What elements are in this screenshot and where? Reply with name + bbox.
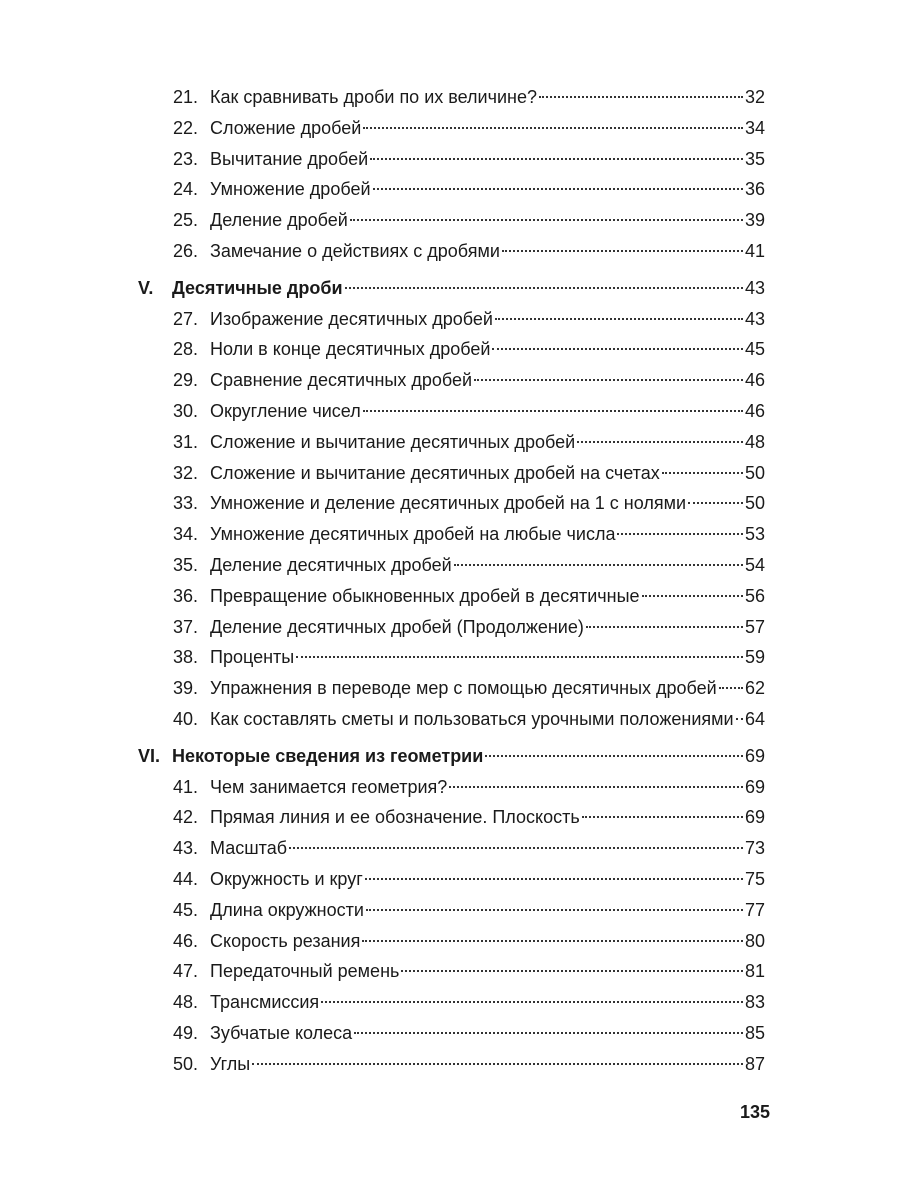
toc-entry-page: 39 <box>744 210 765 231</box>
toc-entry-page: 54 <box>744 554 765 575</box>
toc-entry-number: 35. <box>172 554 198 575</box>
dot-leader <box>401 970 743 972</box>
toc-entry-page: 69 <box>744 745 765 766</box>
toc-entry-title: Трансмиссия <box>210 992 320 1013</box>
toc-entry-row <box>0 174 900 205</box>
toc-entry-row <box>0 304 900 335</box>
toc-entry-page: 64 <box>744 708 765 729</box>
toc-entry-number: 31. <box>172 431 198 452</box>
dot-leader <box>586 626 743 628</box>
dot-leader <box>719 687 743 689</box>
toc-entry-page: 62 <box>744 678 765 699</box>
toc-entry-number: 27. <box>172 308 198 329</box>
toc-entry-page: 41 <box>744 240 765 261</box>
toc-entry-number: 32. <box>172 462 198 483</box>
toc-entry-page: 73 <box>744 838 765 859</box>
toc-entry-title: Деление дробей <box>210 210 348 231</box>
dot-leader <box>296 656 743 658</box>
toc-entry-page: 36 <box>744 179 765 200</box>
toc-entry-page: 45 <box>744 339 765 360</box>
toc-entry-title: Деление десятичных дробей (Продолжение) <box>210 616 584 637</box>
toc-entry-title: Проценты <box>210 647 295 668</box>
dot-leader <box>289 847 743 849</box>
toc-entry-row <box>0 864 900 895</box>
toc-entry-page: 77 <box>744 899 765 920</box>
toc-entry-number: 36. <box>172 585 198 606</box>
toc-entry-number: 39. <box>172 678 198 699</box>
toc-entry-row <box>0 926 900 957</box>
toc-entry-page: 48 <box>744 431 765 452</box>
toc-entry-number: 26. <box>172 240 198 261</box>
toc-entry-row <box>0 365 900 396</box>
toc-entry-number: 49. <box>172 1022 198 1043</box>
toc-entry-row <box>0 205 900 236</box>
toc-entry-number: 29. <box>172 370 198 391</box>
toc-section-row <box>0 741 900 772</box>
dot-leader <box>345 287 743 289</box>
toc-entry-title: Масштаб <box>210 838 288 859</box>
toc-entry-title: Умножение десятичных дробей на любые числа <box>210 524 616 545</box>
toc-entry-title: Сложение и вычитание десятичных дробей <box>210 431 576 452</box>
toc-entry-title: Сравнение десятичных дробей <box>210 370 473 391</box>
toc-entry-title: Умножение и деление десятичных дробей на 1 с нолями <box>210 493 687 514</box>
toc-entry-page: 75 <box>744 868 765 889</box>
toc-entry-number: 33. <box>172 493 198 514</box>
toc-entry-page: 32 <box>744 87 765 107</box>
dot-leader <box>252 1063 743 1065</box>
toc-entry-title: Сложение и вычитание десятичных дробей на счетах <box>210 462 660 483</box>
toc-entry-page: 50 <box>744 493 765 514</box>
toc-entry-row <box>0 987 900 1018</box>
toc-entry-number: 23. <box>172 148 198 169</box>
toc-entry-row <box>0 82 900 113</box>
toc-entry-number: 42. <box>172 807 198 828</box>
dot-leader <box>688 502 743 504</box>
dot-leader <box>454 564 743 566</box>
dot-leader <box>736 718 743 720</box>
toc-entry-number: 48. <box>172 992 198 1013</box>
dot-leader <box>577 441 743 443</box>
dot-leader <box>582 816 743 818</box>
toc-entry-page: 34 <box>744 117 765 138</box>
dot-leader <box>363 127 743 129</box>
dot-leader <box>370 158 743 160</box>
toc-entry-number: 28. <box>172 339 198 360</box>
toc-entry-row <box>0 458 900 489</box>
toc-entry-number: 41. <box>172 776 198 797</box>
toc-entry-row <box>0 895 900 926</box>
dot-leader <box>321 1001 743 1003</box>
toc-entry-page: 59 <box>744 647 765 668</box>
dot-leader <box>495 318 743 320</box>
toc-entry-title: Как сравнивать дроби по их величине? <box>210 87 537 107</box>
toc-entry-row <box>0 1018 900 1049</box>
toc-entry-row <box>0 612 900 643</box>
toc-entry-title: Некоторые сведения из геометрии <box>172 745 484 766</box>
toc-entry-number: 34. <box>172 524 198 545</box>
toc-entry-page: 43 <box>744 308 765 329</box>
toc-entry-row <box>0 642 900 673</box>
toc-entry-row <box>0 673 900 704</box>
toc-entry-page: 57 <box>744 616 765 637</box>
toc-entry-row <box>0 144 900 175</box>
dot-leader <box>363 410 743 412</box>
toc-entry-title: Ноли в конце десятичных дробей <box>210 339 491 360</box>
toc-entry-page: 43 <box>744 277 765 298</box>
toc-entry-row <box>0 581 900 612</box>
table-of-contents <box>0 82 900 1080</box>
dot-leader <box>373 188 743 190</box>
toc-entry-row <box>0 488 900 519</box>
toc-entry-title: Замечание о действиях с дробями <box>210 240 500 261</box>
page-number: 135 <box>739 1102 770 1122</box>
toc-entry-title: Упражнения в переводе мер с помощью десятичных дробей <box>210 678 717 699</box>
toc-entry-title: Окружность и круг <box>210 868 363 889</box>
dot-leader <box>662 472 743 474</box>
toc-entry-number: 30. <box>172 400 198 421</box>
dot-leader <box>350 219 743 221</box>
toc-entry-row <box>0 396 900 427</box>
toc-entry-number: 44. <box>172 868 198 889</box>
toc-entry-page: 69 <box>744 776 765 797</box>
dot-leader <box>492 348 743 350</box>
toc-entry-page: 50 <box>744 462 765 483</box>
toc-entry-title: Углы <box>210 1053 251 1074</box>
toc-entry-row <box>0 113 900 144</box>
toc-entry-number: 50. <box>172 1053 198 1074</box>
toc-entry-number: 46. <box>172 930 198 951</box>
toc-entry-row <box>0 1049 900 1080</box>
dot-leader <box>642 595 743 597</box>
toc-entry-page: 46 <box>744 370 765 391</box>
toc-entry-number: 24. <box>172 179 198 200</box>
toc-entry-title: Изображение десятичных дробей <box>210 308 493 329</box>
dot-leader <box>617 533 742 535</box>
dot-leader <box>362 940 743 942</box>
dot-leader <box>365 878 743 880</box>
toc-entry-page: 53 <box>744 524 765 545</box>
toc-entry-page: 46 <box>744 400 765 421</box>
dot-leader <box>539 96 743 98</box>
toc-entry-title: Деление десятичных дробей <box>210 554 452 575</box>
toc-entry-number: 21. <box>172 87 198 107</box>
toc-entry-page: 87 <box>744 1053 765 1074</box>
toc-entry-number: VI. <box>138 745 161 766</box>
toc-entry-title: Прямая линия и ее обозначение. Плоскость <box>210 807 580 828</box>
toc-entry-row <box>0 956 900 987</box>
dot-leader <box>474 379 743 381</box>
toc-entry-title: Длина окружности <box>210 899 364 920</box>
toc-entry-title: Зубчатые колеса <box>210 1022 353 1043</box>
toc-entry-row <box>0 519 900 550</box>
toc-entry-number: 22. <box>172 117 198 138</box>
toc-entry-row <box>0 550 900 581</box>
toc-entry-row <box>0 427 900 458</box>
toc-entry-row <box>0 772 900 803</box>
toc-entry-page: 35 <box>744 148 765 169</box>
toc-entry-title: Передаточный ремень <box>210 961 400 982</box>
dot-leader <box>449 786 743 788</box>
toc-entry-title: Скорость резания <box>210 930 361 951</box>
toc-entry-number: V. <box>138 277 154 298</box>
toc-entry-page: 83 <box>744 992 765 1013</box>
toc-entry-row <box>0 704 900 735</box>
toc-entry-row <box>0 802 900 833</box>
dot-leader <box>354 1032 743 1034</box>
toc-entry-number: 43. <box>172 838 198 859</box>
dot-leader <box>366 909 743 911</box>
toc-entry-title: Чем занимается геометрия? <box>210 776 448 797</box>
toc-entry-title: Как составлять сметы и пользоваться урочными положениями <box>210 708 734 729</box>
dot-leader <box>485 755 743 757</box>
toc-entry-title: Умножение дробей <box>210 179 371 200</box>
toc-entry-page: 69 <box>744 807 765 828</box>
toc-entry-number: 40. <box>172 708 198 729</box>
toc-entry-page: 80 <box>744 930 765 951</box>
toc-entry-title: Округление чисел <box>210 400 361 421</box>
toc-entry-number: 45. <box>172 899 198 920</box>
toc-entry-number: 47. <box>172 961 198 982</box>
toc-entry-row <box>0 833 900 864</box>
toc-entry-title: Вычитание дробей <box>210 148 369 169</box>
toc-entry-number: 25. <box>172 210 198 231</box>
toc-entry-title: Сложение дробей <box>210 117 362 138</box>
dot-leader <box>502 250 743 252</box>
toc-entry-title: Превращение обыкновенных дробей в десятичные <box>210 585 640 606</box>
toc-entry-page: 81 <box>744 961 765 982</box>
toc-entry-number: 38. <box>172 647 198 668</box>
toc-entry-row <box>0 334 900 365</box>
toc-entry-page: 56 <box>744 585 765 606</box>
toc-section-row <box>0 273 900 304</box>
toc-entry-page: 85 <box>744 1022 765 1043</box>
toc-entry-number: 37. <box>172 616 198 637</box>
toc-entry-row <box>0 236 900 267</box>
toc-entry-title: Десятичные дроби <box>172 277 343 298</box>
